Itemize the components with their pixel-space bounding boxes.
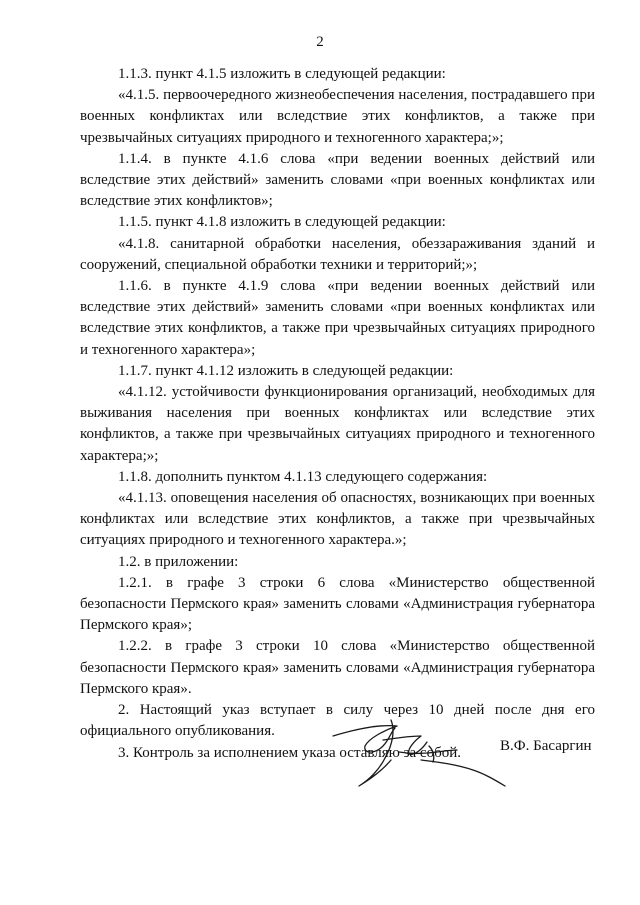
page-number: 2 bbox=[316, 34, 324, 50]
paragraph-1-1-5: 1.1.5. пункт 4.1.8 изложить в следующей редакции: bbox=[118, 214, 446, 231]
paragraph-1-2: 1.2. в приложении: bbox=[118, 553, 239, 570]
handwritten-signature bbox=[325, 710, 515, 805]
paragraph-4-1-12-text: «4.1.12. устойчивости функционирования организаций, необходимых для выживания населения при военных конфликтах или вследствие этих конфликтов, а также при чрезвычайных ситуациях природного и техногенного характера;»; bbox=[80, 384, 595, 464]
paragraph-4-1-8-text: «4.1.8. санитарной обработки населения, обеззараживания зданий и сооружений, специальной обработки техники и территорий;»; bbox=[80, 235, 595, 273]
paragraph-2: 2. Настоящий указ вступает в силу через 10 дней после дня его официального опубликования. bbox=[80, 702, 595, 740]
paragraph-1-1-8: 1.1.8. дополнить пунктом 4.1.13 следующего содержания: bbox=[118, 468, 488, 485]
signature-strokes bbox=[333, 720, 505, 786]
paragraph-1-2-2: 1.2.2. в графе 3 строки 10 слова «Министерство общественной безопасности Пермского края» заменить словами «Администрация губернатора Пермского края». bbox=[80, 638, 595, 697]
paragraph-3: 3. Контроль за исполнением указа оставляю за собой. bbox=[118, 744, 461, 761]
paragraph-4-1-13-text: «4.1.13. оповещения населения об опасностях, возникающих при военных конфликтах или вследствие этих конфликтов, а также при чрезвычайных ситуациях природного и техногенного характера.»; bbox=[80, 490, 595, 549]
document-body bbox=[80, 64, 595, 764]
paragraph-1-2-1: 1.2.1. в графе 3 строки 6 слова «Министерство общественной безопасности Пермского края» заменить словами «Администрация губернатора Пермского края»; bbox=[80, 574, 595, 634]
paragraph-1-1-7: 1.1.7. пункт 4.1.12 изложить в следующей редакции: bbox=[118, 362, 454, 379]
paragraph-1-1-4: 1.1.4. в пункте 4.1.6 слова «при ведении военных действий или вследствие этих действий» заменить словами «при военных конфликтах или вследствие этих конфликтов»; bbox=[80, 150, 595, 210]
paragraph-1-1-3: 1.1.3. пункт 4.1.5 изложить в следующей редакции: bbox=[118, 66, 446, 82]
signature-block bbox=[0, 710, 640, 820]
signer-name: В.Ф. Басаргин bbox=[500, 738, 592, 754]
paragraph-1-1-6: 1.1.6. в пункте 4.1.9 слова «при ведении военных действий или вследствие этих действий» заменить словами «при военных конфликтах или вследствие этих конфликтов, а также при чрезвычайных ситуациях природного и техногенного характера»; bbox=[80, 278, 595, 358]
paragraph-4-1-5-text: «4.1.5. первоочередного жизнеобеспечения населения, пострадавшего при военных конфликтах или вследствие этих конфликтов, а также при чрезвычайных ситуациях природного и техногенного характера;»; bbox=[80, 87, 595, 146]
